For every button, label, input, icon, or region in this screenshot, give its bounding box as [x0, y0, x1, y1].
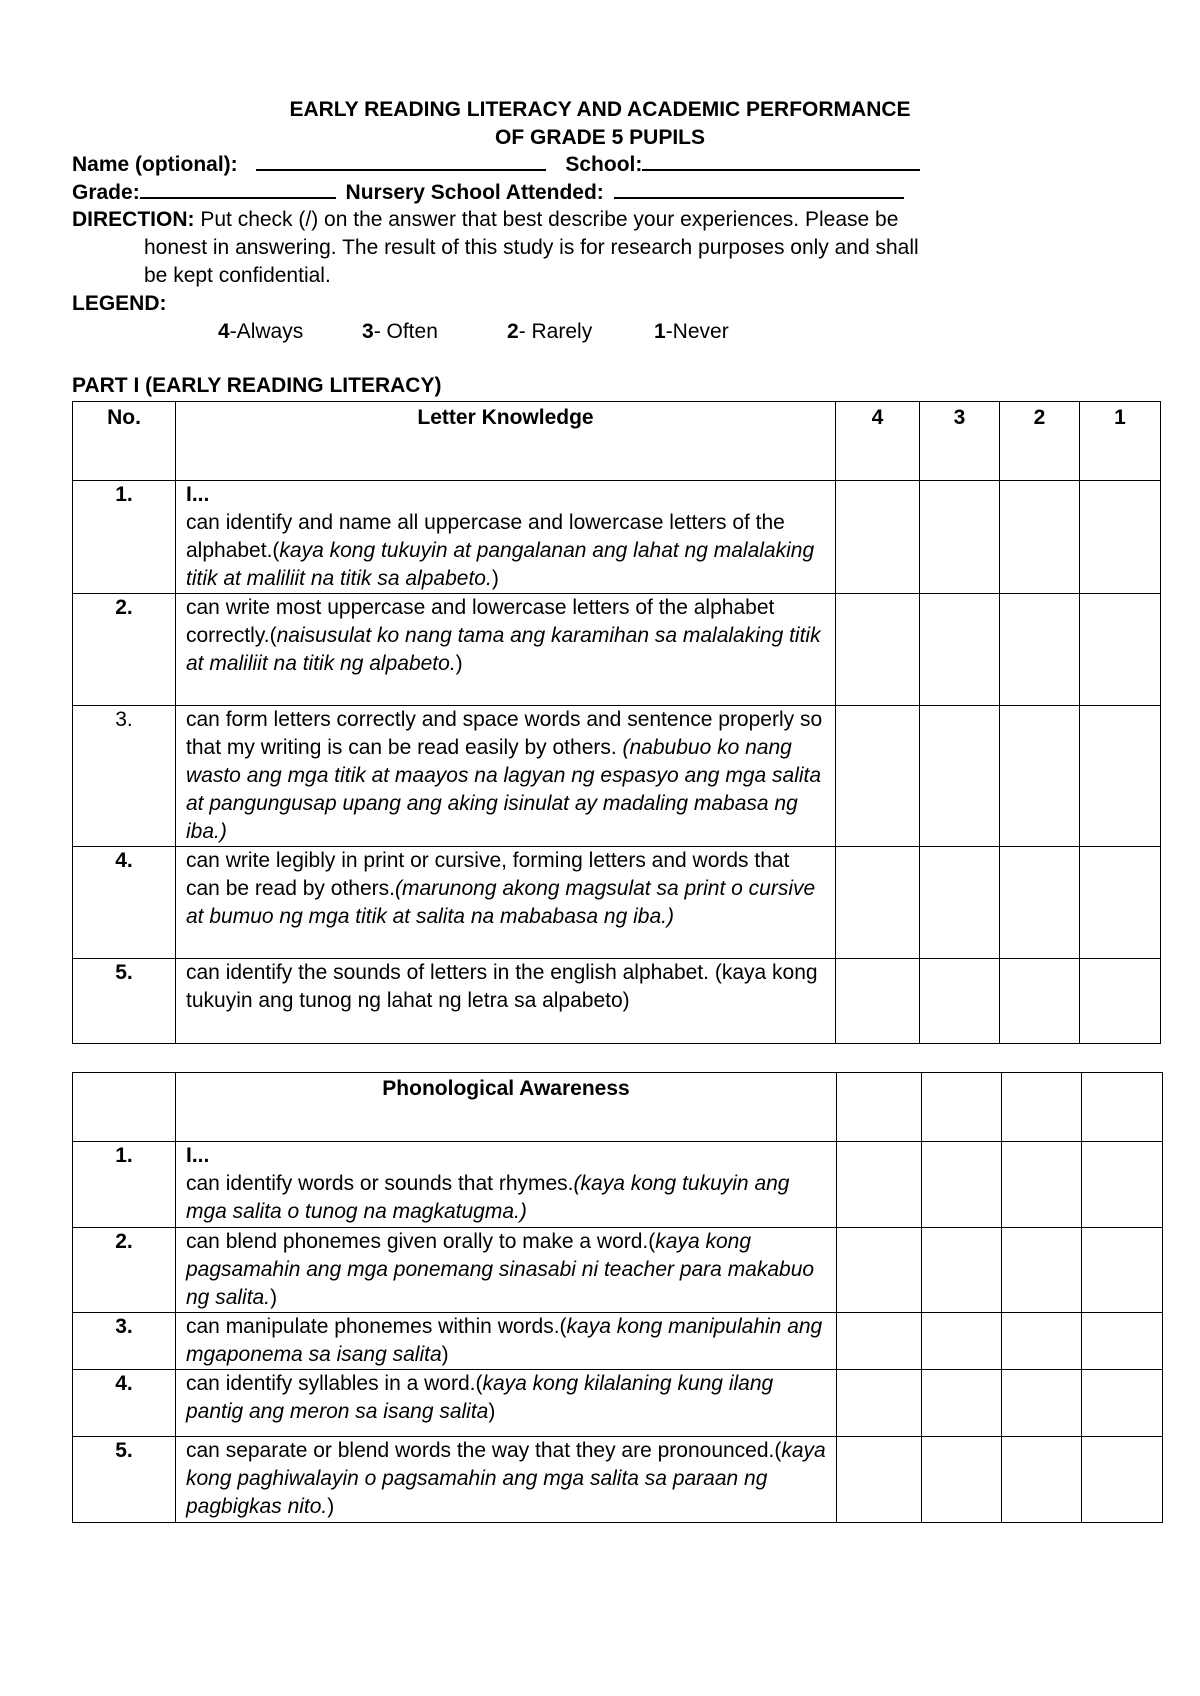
- item-description: can form letters correctly and space words and sentence properly so that my writing is can be read easily by others. (nabubuo ko nang wasto ang mga titik at maayos na lagyan ng espasyo ang mga salita at pangungusap upang ang aking isinulat ay madaling mabasa ng iba.): [176, 706, 836, 847]
- check-cell-3[interactable]: [922, 1437, 1002, 1523]
- item-description: can manipulate phonemes within words.(kaya kong manipulahin ang mgaponema sa isang salita): [176, 1313, 837, 1370]
- check-cell-2[interactable]: [1002, 1313, 1082, 1370]
- table-row: [73, 1228, 1163, 1313]
- table-row: [73, 847, 1161, 959]
- check-cell-3[interactable]: [922, 1142, 1002, 1228]
- document-title-line2: OF GRADE 5 PUPILS: [494, 126, 706, 149]
- item-description: can identify syllables in a word.(kaya kong kilalaning kung ilang pantig ang meron sa isang salita): [176, 1370, 837, 1437]
- check-cell-2[interactable]: [1002, 1142, 1082, 1228]
- check-cell-2[interactable]: [1000, 706, 1080, 847]
- check-cell-2[interactable]: [1000, 959, 1080, 1044]
- scale-header-empty: [837, 1073, 922, 1142]
- phonological-awareness-table: [72, 1072, 1163, 1523]
- check-cell-4[interactable]: [837, 1313, 922, 1370]
- item-description: can write legibly in print or cursive, forming letters and words that can be read by others.(marunong akong magsulat sa print o cursive at bumuo ng mga titik at salita na mababasa ng iba.): [176, 847, 836, 959]
- table-row: [73, 959, 1161, 1044]
- scale-header-empty: [1002, 1073, 1082, 1142]
- part1-heading: PART I (EARLY READING LITERACY): [72, 374, 442, 397]
- check-cell-1[interactable]: [1080, 481, 1161, 594]
- name-label: Name (optional):: [72, 153, 238, 176]
- grade-label: Grade:: [72, 181, 140, 204]
- school-label: School:: [565, 153, 643, 176]
- item-description: can write most uppercase and lowercase letters of the alphabet correctly.(naisusulat ko nang tama ang karamihan sa malalaking titik at maliliit na titik ng alpabeto.): [176, 594, 836, 706]
- grade-field[interactable]: [140, 179, 336, 199]
- scale-1-header: 1: [1080, 402, 1161, 481]
- table-row: [73, 706, 1161, 847]
- check-cell-1[interactable]: [1080, 594, 1161, 706]
- check-cell-4[interactable]: [836, 481, 920, 594]
- table-row: [73, 1437, 1163, 1523]
- name-field[interactable]: [256, 151, 546, 171]
- table-row: [73, 1370, 1163, 1437]
- check-cell-4[interactable]: [837, 1370, 922, 1437]
- scale-header-empty: [1082, 1073, 1163, 1142]
- scale-3-header: 3: [920, 402, 1000, 481]
- direction-paragraph: [72, 206, 1052, 290]
- legend-item-1: 1-Never: [654, 320, 729, 343]
- item-number: 2.: [73, 1228, 176, 1313]
- check-cell-4[interactable]: [837, 1228, 922, 1313]
- item-number: 1.: [73, 481, 176, 594]
- check-cell-4[interactable]: [836, 959, 920, 1044]
- col-no-header-empty: [73, 1073, 176, 1142]
- item-description: can blend phonemes given orally to make a word.(kaya kong pagsamahin ang mga ponemang sinasabi ni teacher para makabuo ng salita.): [176, 1228, 837, 1313]
- table-row: [73, 481, 1161, 594]
- grade-nursery-row: [72, 179, 904, 207]
- check-cell-2[interactable]: [1002, 1437, 1082, 1523]
- direction-text-3: be kept confidential.: [144, 264, 331, 287]
- check-cell-4[interactable]: [836, 847, 920, 959]
- item-number: 4.: [73, 1370, 176, 1437]
- check-cell-3[interactable]: [920, 594, 1000, 706]
- name-school-row: [72, 151, 920, 179]
- scale-header-empty: [922, 1073, 1002, 1142]
- check-cell-1[interactable]: [1080, 706, 1161, 847]
- nursery-label: Nursery School Attended:: [345, 181, 604, 204]
- direction-label: DIRECTION:: [72, 208, 195, 231]
- check-cell-2[interactable]: [1000, 481, 1080, 594]
- scale-4-header: 4: [836, 402, 920, 481]
- table-header-row: [73, 1073, 1163, 1142]
- table-row: [73, 1142, 1163, 1228]
- item-number: 3.: [73, 1313, 176, 1370]
- item-number: 2.: [73, 594, 176, 706]
- nursery-field[interactable]: [614, 179, 904, 199]
- legend-item-2: 2- Rarely: [507, 320, 593, 343]
- direction-text-1: Put check (/) on the answer that best describe your experiences. Please be: [194, 208, 899, 231]
- check-cell-1[interactable]: [1082, 1142, 1163, 1228]
- col-no-header: No.: [73, 402, 176, 481]
- check-cell-1[interactable]: [1082, 1437, 1163, 1523]
- check-cell-3[interactable]: [922, 1370, 1002, 1437]
- item-description: I... can identify words or sounds that rhymes.(kaya kong tukuyin ang mga salita o tunog na magkatugma.): [176, 1142, 837, 1228]
- check-cell-3[interactable]: [920, 481, 1000, 594]
- item-description: can separate or blend words the way that they are pronounced.(kaya kong paghiwalayin o pagsamahin ang mga salita sa paraan ng pagbigkas nito.): [176, 1437, 837, 1523]
- check-cell-3[interactable]: [922, 1313, 1002, 1370]
- check-cell-3[interactable]: [922, 1228, 1002, 1313]
- legend-label: LEGEND:: [72, 292, 167, 315]
- document-title-line1: EARLY READING LITERACY AND ACADEMIC PERFORMANCE: [289, 98, 911, 121]
- check-cell-4[interactable]: [837, 1437, 922, 1523]
- check-cell-4[interactable]: [836, 706, 920, 847]
- check-cell-4[interactable]: [837, 1142, 922, 1228]
- check-cell-1[interactable]: [1082, 1228, 1163, 1313]
- check-cell-3[interactable]: [920, 706, 1000, 847]
- phonological-awareness-header: Phonological Awareness: [176, 1073, 837, 1142]
- check-cell-2[interactable]: [1000, 847, 1080, 959]
- item-number: 1.: [73, 1142, 176, 1228]
- item-number: 5.: [73, 959, 176, 1044]
- direction-text-2: honest in answering. The result of this study is for research purposes only and shall: [144, 236, 919, 259]
- letter-knowledge-table: [72, 401, 1161, 1044]
- check-cell-3[interactable]: [920, 959, 1000, 1044]
- check-cell-4[interactable]: [836, 594, 920, 706]
- check-cell-2[interactable]: [1002, 1228, 1082, 1313]
- item-number: 4.: [73, 847, 176, 959]
- item-number: 5.: [73, 1437, 176, 1523]
- school-field[interactable]: [642, 151, 920, 171]
- item-description: can identify the sounds of letters in the english alphabet. (kaya kong tukuyin ang tunog ng lahat ng letra sa alpabeto): [176, 959, 836, 1044]
- table-row: [73, 1313, 1163, 1370]
- check-cell-1[interactable]: [1080, 847, 1161, 959]
- item-description: I... can identify and name all uppercase and lowercase letters of the alphabet.(kaya kong tukuyin at pangalanan ang lahat ng malalaking titik at maliliit na titik sa alpabeto.): [176, 481, 836, 594]
- letter-knowledge-header: Letter Knowledge: [176, 402, 836, 481]
- table-row: [73, 594, 1161, 706]
- legend-item-3: 3- Often: [362, 320, 438, 343]
- check-cell-2[interactable]: [1002, 1370, 1082, 1437]
- table-header-row: [73, 402, 1161, 481]
- item-number: 3.: [73, 706, 176, 847]
- check-cell-3[interactable]: [920, 847, 1000, 959]
- check-cell-1[interactable]: [1082, 1370, 1163, 1437]
- check-cell-2[interactable]: [1000, 594, 1080, 706]
- legend-item-4: 4-Always: [218, 320, 304, 343]
- check-cell-1[interactable]: [1082, 1313, 1163, 1370]
- check-cell-1[interactable]: [1080, 959, 1161, 1044]
- scale-2-header: 2: [1000, 402, 1080, 481]
